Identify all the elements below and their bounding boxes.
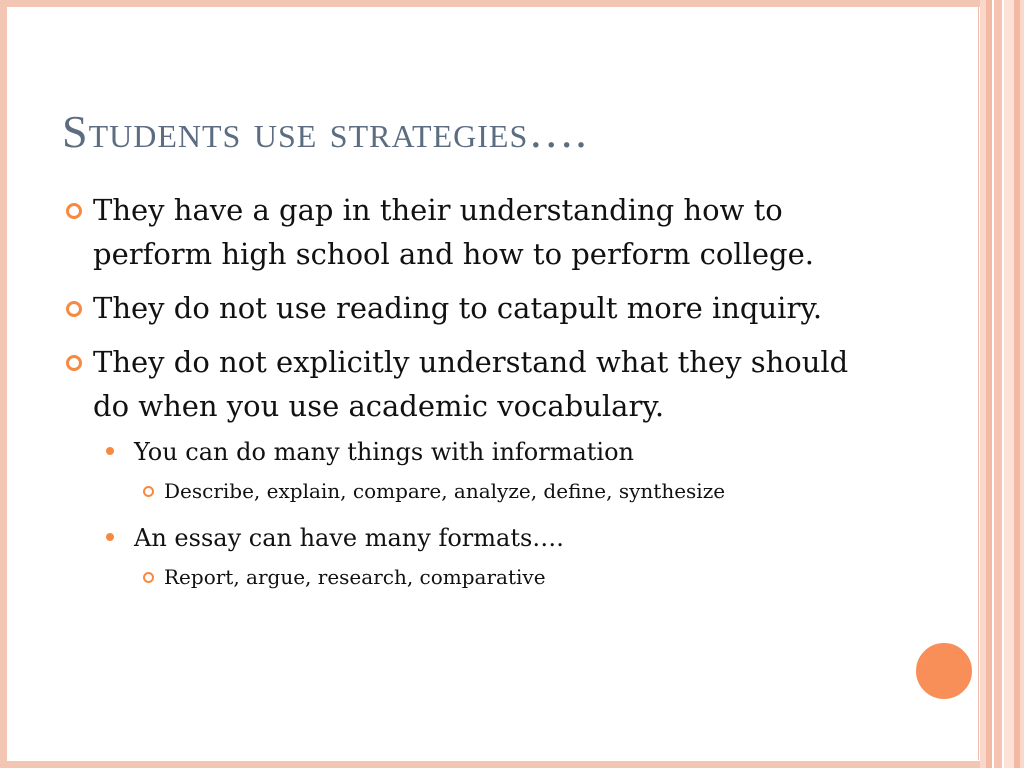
small-ring-bullet-icon bbox=[143, 486, 154, 497]
ring-bullet-icon bbox=[66, 301, 82, 317]
small-ring-bullet-icon bbox=[143, 572, 154, 583]
slide-content bbox=[62, 188, 892, 592]
bullet-text: They do not use reading to catapult more inquiry. bbox=[93, 291, 823, 325]
sub-sub-bullet-item-1 bbox=[62, 476, 892, 506]
bullet-item-3 bbox=[62, 340, 892, 428]
sub-bullet-item-2 bbox=[62, 520, 892, 556]
sub-sub-bullet-text: Describe, explain, compare, analyze, define, synthesize bbox=[164, 479, 726, 503]
sub-bullet-text: An essay can have many formats…. bbox=[134, 524, 564, 552]
bullet-text: They have a gap in their understanding how to perform high school and how to perform college. bbox=[93, 193, 814, 271]
ring-bullet-icon bbox=[66, 203, 82, 219]
sub-bullet-text: You can do many things with information bbox=[134, 438, 635, 466]
frame-left-border bbox=[0, 0, 7, 768]
decorative-circle bbox=[913, 640, 975, 702]
frame-top-border bbox=[7, 0, 980, 7]
sub-sub-bullet-text: Report, argue, research, comparative bbox=[164, 565, 546, 589]
sub-bullet-item-1 bbox=[62, 434, 892, 470]
dot-bullet-icon bbox=[106, 533, 114, 541]
frame-bottom-border bbox=[7, 761, 980, 768]
ring-bullet-icon bbox=[66, 355, 82, 371]
bullet-item-2 bbox=[62, 286, 892, 330]
bullet-text: They do not explicitly understand what they should do when you use academic vocabulary. bbox=[93, 345, 849, 423]
decorative-stripes bbox=[980, 0, 1024, 768]
dot-bullet-icon bbox=[106, 447, 114, 455]
sub-sub-bullet-item-2 bbox=[62, 562, 892, 592]
bullet-item-1 bbox=[62, 188, 892, 276]
slide-title: Students use strategies…. bbox=[62, 106, 588, 157]
